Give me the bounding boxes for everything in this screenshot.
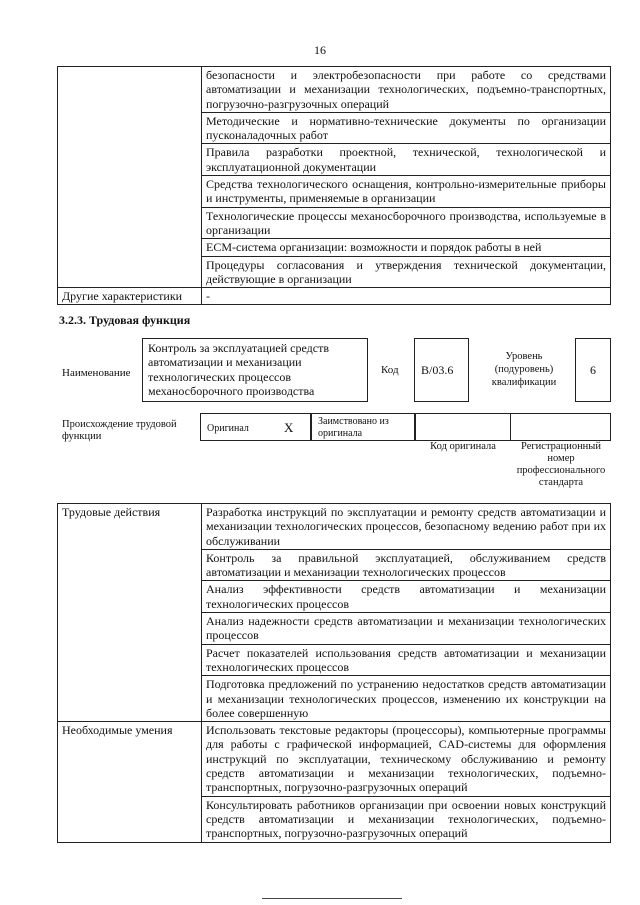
labor-action-item: Анализ эффективности средств автоматизации и механизации технологических процессов xyxy=(202,581,611,613)
skills-label: Необходимые умения xyxy=(58,722,202,842)
knowledge-item: Средства технологического оснащения, контрольно-измерительные приборы и инструменты, применяемые в организации xyxy=(202,176,611,208)
other-characteristics-label: Другие характеристики xyxy=(58,288,202,305)
borrowed-box xyxy=(311,413,415,441)
original-mark: X xyxy=(284,420,294,435)
knowledge-item: безопасности и электробезопасности при работе со средствами автоматизации и механизации технологических, подъемно-транспортных, погрузочно-разгрузочных операций xyxy=(202,67,611,113)
reg-number-box xyxy=(511,413,611,441)
table-row xyxy=(58,67,611,113)
table-label-cell xyxy=(58,67,202,288)
knowledge-item: Технологические процессы механосборочного производства, используемые в организации xyxy=(202,207,611,239)
knowledge-item: ECM-система организации: возможности и порядок работы в ней xyxy=(202,239,611,256)
code-box xyxy=(414,338,469,402)
knowledge-item: Методические и нормативно-технические документы по организации пусконаладочных работ xyxy=(202,112,611,144)
skill-item: Использовать текстовые редакторы (процессоры), компьютерные программы для работы с графической информацией, CAD-системы для оформления инструкций по эксплуатации, техническому обслуживанию и ремонту средств автоматизации и механизации технологических, подъемно-транспортных, погрузочно-разгрузочных операций xyxy=(202,722,611,796)
knowledge-table xyxy=(57,66,611,305)
code-original-box xyxy=(415,413,511,441)
level-label: Уровень (подуровень) квалификации xyxy=(491,351,557,388)
section-title: 3.2.3. Трудовая функция xyxy=(59,313,191,327)
borrowed-label: Заимствовано из оригинала xyxy=(318,416,389,439)
table-row xyxy=(58,722,611,796)
code-value: B/03.6 xyxy=(421,363,454,377)
table-row xyxy=(58,288,611,305)
labor-actions-label: Трудовые действия xyxy=(58,504,202,722)
skill-item: Консультировать работников организации при освоении новых конструкций средств автоматизации и механизации технологических, подъемно-транспортных, погрузочно-разгрузочных операций xyxy=(202,796,611,842)
name-label: Наименование xyxy=(62,367,131,379)
other-characteristics-value: - xyxy=(202,288,611,305)
bottom-scan-line xyxy=(262,898,402,899)
knowledge-item: Процедуры согласования и утверждения технической документации, действующие в организации xyxy=(202,256,611,288)
labor-action-item: Контроль за правильной эксплуатацией, обслуживанием средств автоматизации и механизации технологических процессов xyxy=(202,549,611,581)
knowledge-item: Правила разработки проектной, технической, технологической и эксплуатационной документации xyxy=(202,144,611,176)
function-name-value: Контроль за эксплуатацией средств автоматизации и механизации технологических процессов механосборочного производства xyxy=(148,341,330,398)
labor-action-item: Расчет показателей использования средств автоматизации и механизации технологических процессов xyxy=(202,644,611,676)
origin-label: Происхождение трудовой функции xyxy=(62,419,177,442)
code-original-caption: Код оригинала xyxy=(430,441,496,452)
level-box xyxy=(575,338,611,402)
function-name-box xyxy=(142,338,368,402)
original-label: Оригинал xyxy=(207,423,249,434)
code-label: Код xyxy=(381,364,399,376)
labor-action-item: Анализ надежности средств автоматизации и механизации технологических процессов xyxy=(202,613,611,645)
labor-action-item: Подготовка предложений по устранению недостатков средств автоматизации и механизации технологических процессов, изменению их конструкции на более совершенную xyxy=(202,676,611,722)
table-row xyxy=(58,504,611,550)
function-details-table xyxy=(57,503,611,843)
original-box xyxy=(200,413,311,441)
page-number: 16 xyxy=(314,43,326,57)
labor-action-item: Разработка инструкций по эксплуатации и ремонту средств автоматизации и механизации технологических процессов, безопасному ведению работ при их обслуживании xyxy=(202,504,611,550)
reg-number-caption: Регистрационный номер профессионального стандарта xyxy=(516,441,606,488)
level-value: 6 xyxy=(590,363,596,377)
